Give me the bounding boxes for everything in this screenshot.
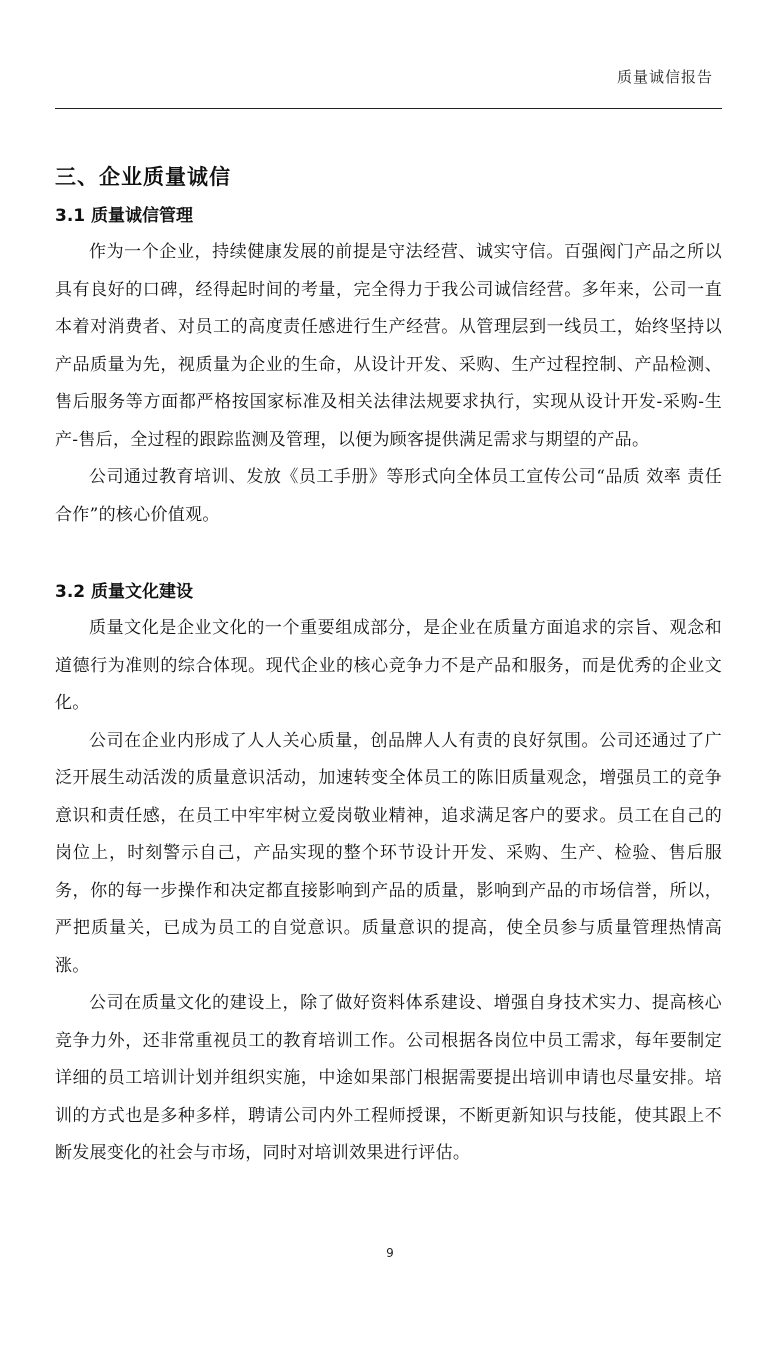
paragraph-3-2-a: 质量文化是企业文化的一个重要组成部分，是企业在质量方面追求的宗旨、观念和道德行为准则的综合体现。现代企业的核心竞争力不是产品和服务，而是优秀的企业文化。 [55, 618, 722, 713]
running-header-title: 质量诚信报告 [616, 68, 713, 86]
paragraph-3-2-c: 公司在质量文化的建设上，除了做好资料体系建设、增强自身技术实力、提高核心竞争力外，还非常重视员工的教育培训工作。公司根据各岗位中员工需求，每年要制定详细的员工培训计划并组织实施，中途如果部门根据需要提出培训申请也尽量安排。培训的方式也是多种多样，聘请公司内外工程师授课，不断更新知识与技能，使其跟上不断发展变化的社会与市场，同时对培训效果进行评估。 [55, 993, 722, 1163]
subsection-heading-3-1: 3.1 质量诚信管理 [55, 206, 194, 226]
subsection-heading-3-2: 3.2 质量文化建设 [55, 582, 194, 602]
header-divider [55, 108, 722, 109]
section-heading: 三、企业质量诚信 [55, 165, 231, 189]
paragraph-3-1-a: 作为一个企业，持续健康发展的前提是守法经营、诚实守信。百强阀门产品之所以具有良好的口碑，经得起时间的考量，完全得力于我公司诚信经营。多年来，公司一直本着对消费者、对员工的高度责任感进行生产经营。从管理层到一线员工，始终坚持以产品质量为先，视质量为企业的生命，从设计开发、采购、生产过程控制、产品检测、售后服务等方面都严格按国家标准及相关法律法规要求执行，实现从设计开发-采购-生产-售后，全过程的跟踪监测及管理，以便为顾客提供满足需求与期望的产品。 [55, 242, 722, 450]
page-body [55, 158, 722, 1173]
paragraph-3-1-b: 公司通过教育培训、发放《员工手册》等形式向全体员工宣传公司“品质 效率 责任 合作”的核心价值观。 [55, 467, 722, 525]
section-spacer [55, 534, 722, 572]
paragraph-3-2-b: 公司在企业内形成了人人关心质量，创品牌人人有责的良好氛围。公司还通过了广泛开展生动活泼的质量意识活动，加速转变全体员工的陈旧质量观念，增强员工的竞争意识和责任感，在员工中牢牢树立爱岗敬业精神，追求满足客户的要求。员工在自己的岗位上，时刻警示自己，产品实现的整个环节设计开发、采购、生产、检验、售后服务，你的每一步操作和决定都直接影响到产品的质量，影响到产品的市场信誉，所以，严把质量关，已成为员工的自觉意识。质量意识的提高，使全员参与质量管理热情高涨。 [55, 730, 722, 976]
page-number: 9 [386, 1246, 394, 1260]
